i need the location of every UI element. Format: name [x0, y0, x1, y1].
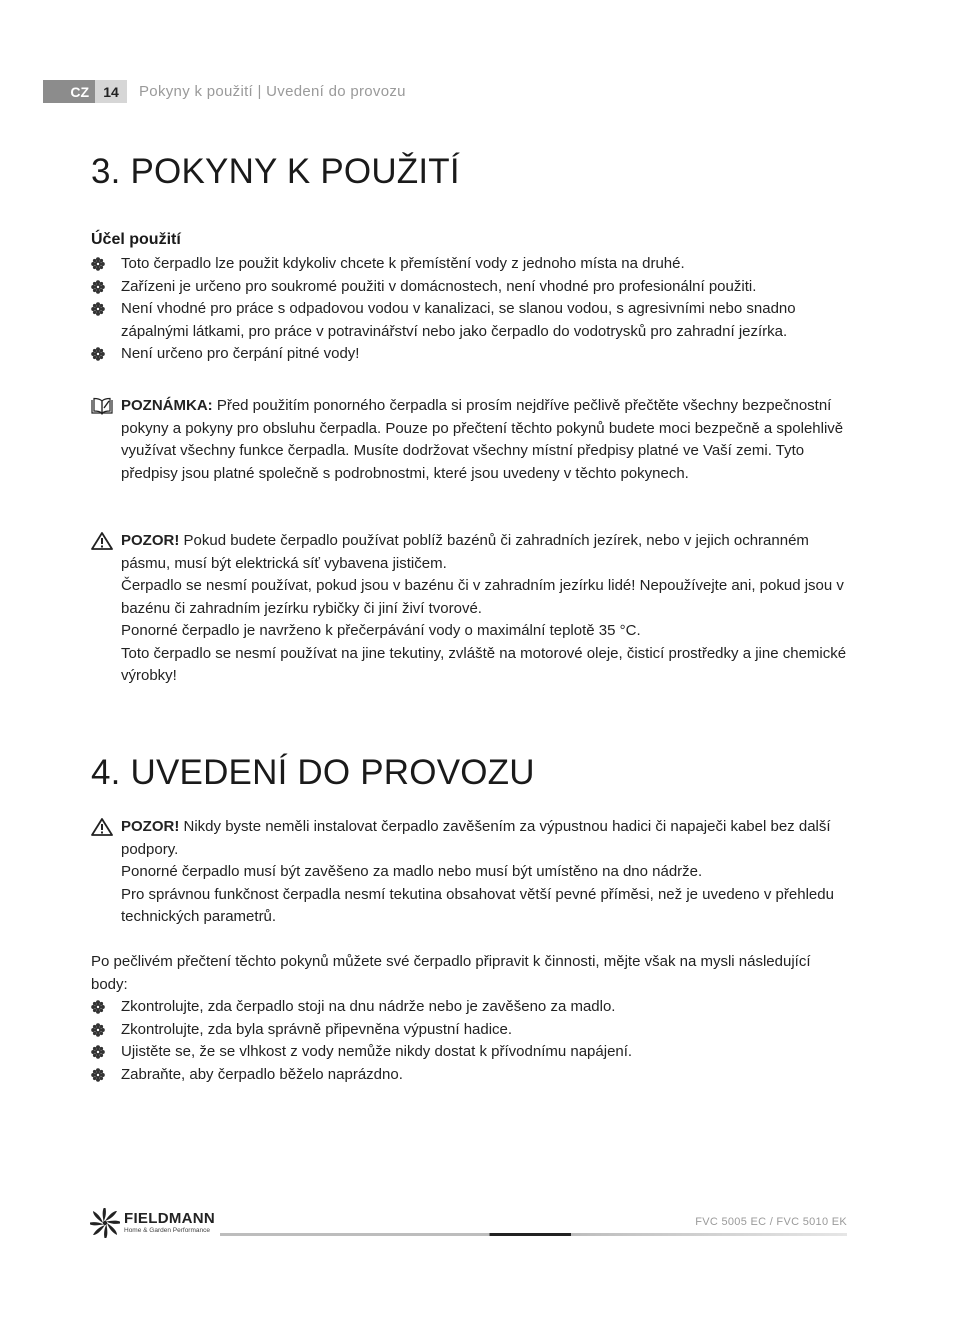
warning-block-4 [91, 816, 851, 929]
list-item [91, 343, 851, 366]
list-item-text: Toto čerpadlo lze použit kdykoliv chcete k přemístění vody z jednoho místa na druhé. [121, 255, 685, 272]
warning-text: Ponorné čerpadlo musí být zavěšeno za madlo nebo musí být umístěno na dno nádrže. [121, 863, 703, 880]
warning-text: Toto čerpadlo se nesmí používat na jine tekutiny, zvláště na motorové oleje, čisticí prostředky a jine chemické výrobky! [121, 644, 847, 684]
brand-name: FIELDMANN [124, 1210, 216, 1227]
page-number: 14 [95, 80, 127, 103]
flower-bullet-icon [91, 1023, 105, 1037]
flower-bullet-icon [91, 1000, 105, 1014]
header-title: Pokyny k použití | Uvedení do provozu [139, 83, 406, 100]
footer-divider [220, 1233, 847, 1236]
warning-text: Pokud budete čerpadlo používat poblíž bazénů či zahradních jezírek, nebo v jejich ochranném pásmu, musí být elektrická síť vybavena jističem. [121, 532, 809, 572]
list-item [91, 253, 851, 276]
warning [91, 816, 851, 929]
purpose-block [91, 231, 851, 366]
section-4-title: 4. UVEDENÍ DO PROVOZU [91, 753, 535, 792]
section-3 [91, 152, 851, 192]
warning [91, 530, 851, 688]
warning-text: Nikdy byste neměli instalovat čerpadlo zavěšením za výpustnou hadici či napaječi kabel bez další podpory. [121, 818, 831, 858]
startup-intro: Po pečlivém přečtení těchto pokynů můžete své čerpadlo připravit k činnosti, mějte však na mysli následující body: [91, 953, 811, 993]
list-item [91, 298, 851, 343]
list-item [91, 996, 851, 1019]
warning-text: Ponorné čerpadlo je navrženo k přečerpávání vody o maximální teplotě 35 °C. [121, 622, 641, 639]
page-header [43, 80, 406, 103]
list-item-text: Ujistěte se, že se vlhkost z vody nemůže nikdy dostat k přívodnímu napájení. [121, 1043, 633, 1060]
warning-text: Pro správnou funkčnost čerpadla nesmí tekutina obsahovat větší pevné příměsi, než je uvedeno v přehledu technických parametrů. [121, 885, 834, 925]
flower-bullet-icon [91, 280, 105, 294]
list-item-text: Není vhodné pro práce s odpadovou vodou v kanalizaci, se slanou vodou, s agresivními nebo snadno zápalnými látkami, pro práce v potravinářství nebo jako čerpadlo do vodotrysků pro zahradní jezírka. [121, 300, 796, 340]
list-item-text: Zkontrolujte, zda byla správně připevněna výpustní hadice. [121, 1020, 513, 1038]
flower-bullet-icon [91, 257, 105, 271]
note-label: POZNÁMKA: [121, 397, 213, 414]
warning-label: POZOR! [121, 818, 180, 835]
warning-text: Čerpadlo se nesmí používat, pokud jsou v bazénu či v zahradním jezírku lidé! Nepoužívejte ani, pokud jsou v bazénu či zahradním jezírku rybičky či jiní živí tvorové. [121, 577, 844, 617]
purpose-subtitle: Účel použití [91, 231, 181, 248]
list-item [91, 1064, 851, 1087]
warning-icon [91, 532, 113, 550]
warning-block-3 [91, 530, 851, 688]
note-block [91, 395, 851, 485]
list-item [91, 1041, 851, 1064]
list-item-text: Není určeno pro čerpání pitné vody! [121, 345, 360, 362]
startup-list [91, 996, 851, 1086]
warning-label: POZOR! [121, 532, 180, 549]
flower-bullet-icon [91, 347, 105, 361]
list-item [91, 1019, 851, 1042]
purpose-list [91, 253, 851, 366]
flower-bullet-icon [91, 302, 105, 316]
language-label: CZ [43, 80, 95, 103]
flower-bullet-icon [91, 1045, 105, 1059]
brand-tagline: Home & Garden Performance [124, 1227, 210, 1234]
model-number: FVC 5005 EC / FVC 5010 EK [695, 1216, 847, 1228]
section-4 [91, 753, 851, 793]
brand-logo [90, 1208, 215, 1238]
list-item [91, 276, 851, 299]
fieldmann-swirl-icon [90, 1208, 120, 1238]
list-item-text: Zařízeni je určeno pro soukromé použiti v domácnostech, není vhodné pro profesionální použiti. [121, 277, 757, 295]
note-text: Před použitím ponorného čerpadla si prosím nejdříve pečlivě přečtěte všechny bezpečnostní pokyny a pokyny pro obsluhu čerpadla. Pouze po přečtení těchto pokynů budete moci bezpečně a spolehlivě využívat všechny funkce čerpadla. Musíte dodržovat všechny místní předpisy platné ve Vaší zemi. Tyto předpisy jsou platné společně s podrobnostmi, které jsou uvedeny v těchto pokynech. [121, 397, 844, 482]
note [91, 395, 851, 485]
startup-block [91, 951, 851, 1086]
list-item-text: Zabraňte, aby čerpadlo běželo naprázdno. [121, 1065, 403, 1083]
warning-icon [91, 818, 113, 836]
flower-bullet-icon [91, 1068, 105, 1082]
book-icon [91, 397, 113, 415]
section-3-title: 3. POKYNY K POUŽITÍ [91, 152, 460, 191]
list-item-text: Zkontrolujte, zda čerpadlo stoji na dnu nádrže nebo je zavěšeno za madlo. [121, 998, 616, 1015]
